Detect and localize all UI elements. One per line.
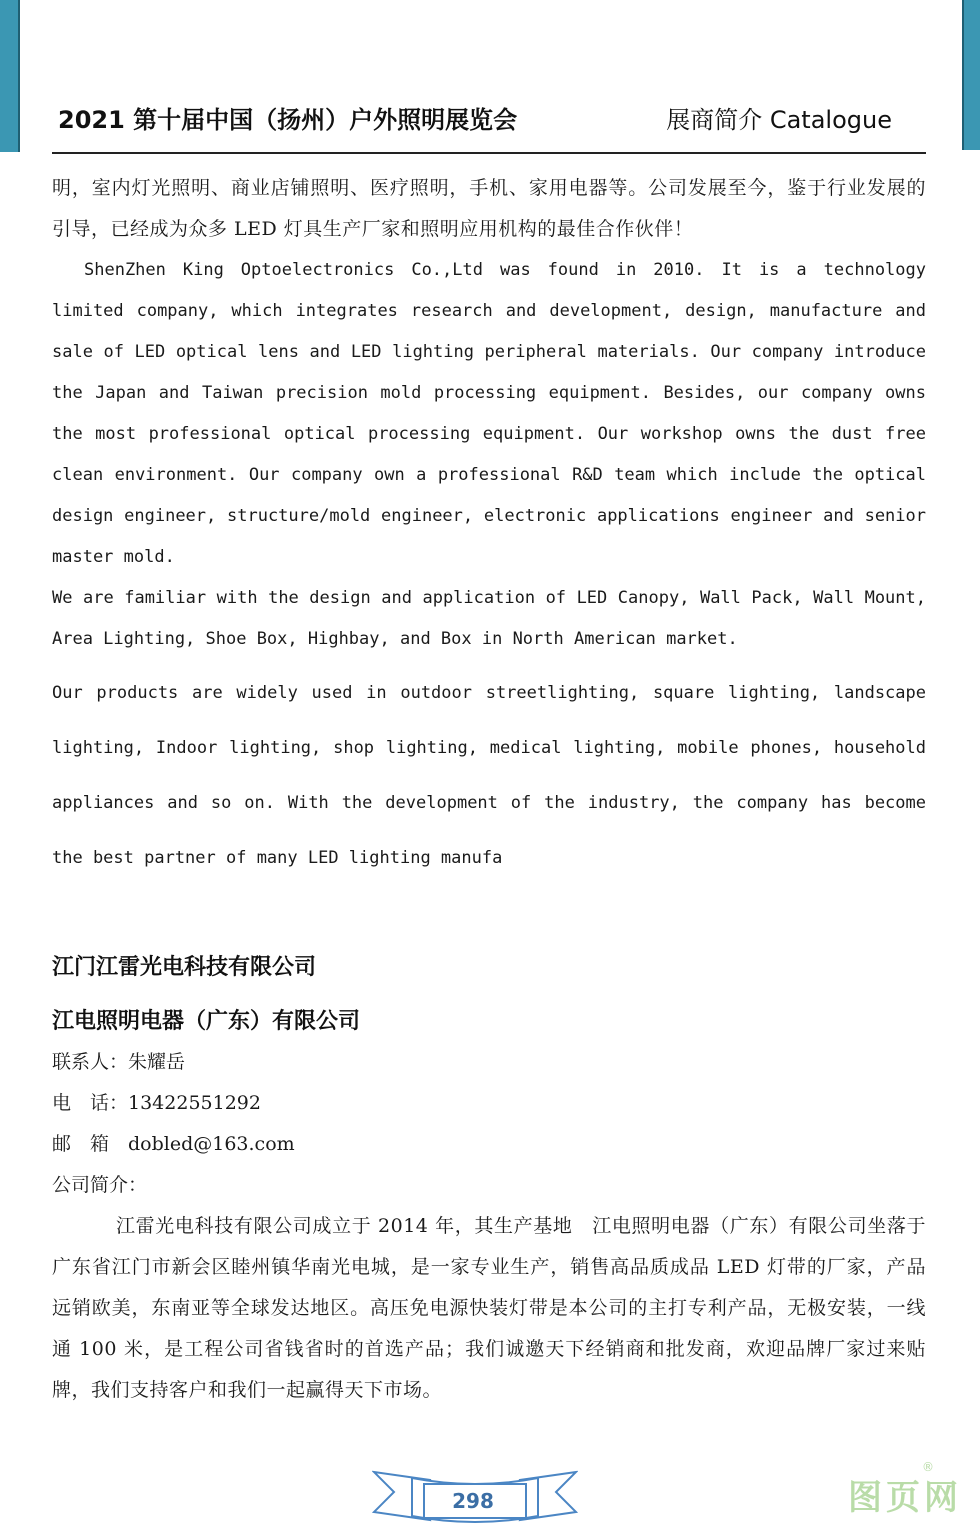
contact-person: 联系人：朱耀岳 [52,1051,186,1073]
right-edge-bar [962,0,980,150]
company-intro-paragraph: 江雷光电科技有限公司成立于 2014 年，其生产基地 江电照明电器（广东）有限公司坐落于广东省江门市新会区睦州镇华南光电城，是一家专业生产，销售高品质成品 LED 灯带的厂家，产品远销欧美，东南亚等全球发达地区。高压免电源快装灯带是本公司的主打专利产品，无极安装，一线通 100 米，是工程公司省钱省时的首选产品；我们诚邀天下经销商和批发商，欢迎品牌厂家过来贴牌，我们支持客户和我们一起赢得天下市场。 [52,1215,926,1401]
email-address: 邮 箱 dobled@163.com [52,1133,295,1155]
company-name-secondary: 江电照明电器（广东）有限公司 [52,1009,361,1034]
registered-mark: ® [922,1460,934,1474]
header-section-label: 展商简介 Catalogue [666,106,892,134]
left-edge-bar [0,0,20,152]
english-paragraph-applications: Our products are widely used in outdoor streetlighting, square lighting, landscape lighting, Indoor lighting, shop lighting, medical lighting, mobile phones, household appliances and so on. With the development of the industry, the company has become the best partner of many LED lighting manufa [52,683,926,868]
english-paragraph-products: We are familiar with the design and application of LED Canopy, Wall Pack, Wall Mount, Area Lighting, Shoe Box, Highbay, and Box in North American market. [52,588,926,649]
english-paragraph-intro: ShenZhen King Optoelectronics Co.,Ltd was found in 2010. It is a technology limited company, which integrates research and development, design, manufacture and sale of LED optical lens and LED lighting peripheral materials. Our company introduce the Japan and Taiwan precision mold processing equipment. Besides, our company owns the most professional optical processing equipment. Our workshop owns the dust free clean environment. Our company own a professional R&D team which include the optical design engineer, structure/mold engineer, electronic applications engineer and senior master mold. [52,260,926,567]
phone-number: 电 话：13422551292 [52,1092,261,1114]
site-watermark: 图页网 [848,1478,962,1518]
company-name-primary: 江门江雷光电科技有限公司 [52,955,317,980]
intro-heading: 公司简介： [52,1174,148,1196]
chinese-continued-paragraph: 明，室内灯光照明、商业店铺照明、医疗照明，手机、家用电器等。公司发展至今，鉴于行业发展的引导，已经成为众多 LED 灯具生产厂家和照明应用机构的最佳合作伙伴！ [52,177,926,240]
page-number: 298 [452,1489,494,1513]
page-header [52,96,926,154]
previous-company-section [52,168,926,886]
header-title: 2021 第十届中国（扬州）户外照明展览会 [58,106,518,134]
company-section [52,948,926,1411]
